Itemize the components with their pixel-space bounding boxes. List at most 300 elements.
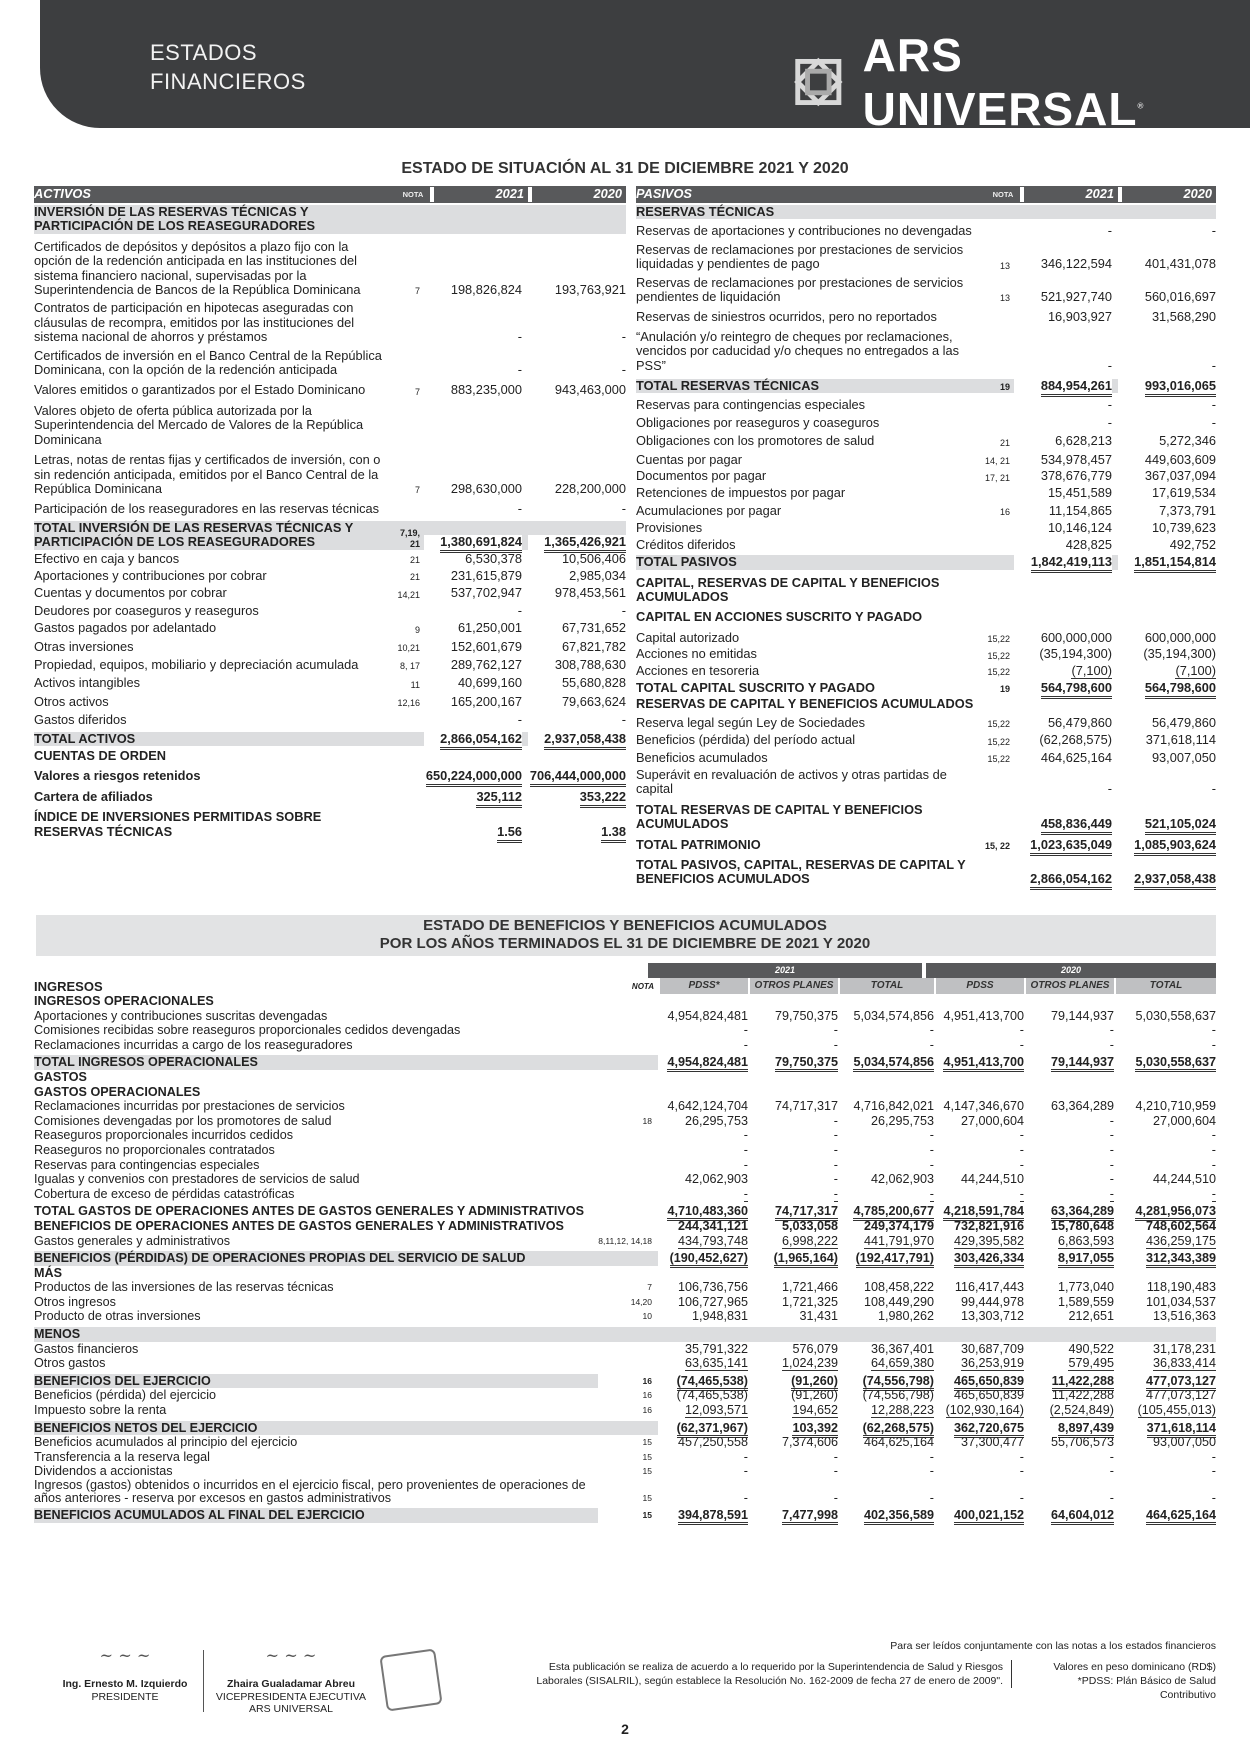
- liabilities-header-label: PASIVOS: [636, 186, 692, 202]
- value-2020: [528, 383, 626, 397]
- income-value: [934, 1309, 1024, 1324]
- income-value: [838, 1099, 934, 1114]
- income-row: [34, 1070, 1216, 1085]
- income-value-text: -: [833, 1037, 838, 1052]
- income-value-text: (62,371,967): [677, 1421, 748, 1438]
- income-value-text: -: [833, 1023, 838, 1038]
- income-value: [748, 1009, 838, 1024]
- balance-row: [636, 379, 1216, 393]
- income-value-text: 5,033,058: [781, 1218, 838, 1233]
- value-2020-text: -: [621, 362, 626, 378]
- income-value: [838, 1114, 934, 1129]
- value-2021: [424, 535, 522, 549]
- income-value-text: 30,687,709: [960, 1341, 1024, 1356]
- income-row: [34, 1356, 1216, 1371]
- balance-row: [636, 469, 1216, 483]
- income-value-text: (91,260): [791, 1374, 838, 1391]
- row-label: TOTAL RESERVAS DE CAPITAL Y BENEFICIOS ACUMULADOS: [636, 801, 923, 832]
- row-label: MENOS: [34, 1327, 81, 1342]
- income-value-text: -: [1211, 1142, 1216, 1157]
- income-row: [34, 1114, 1216, 1129]
- income-value: [1024, 1388, 1114, 1403]
- income-value: [1024, 1204, 1114, 1219]
- income-value-text: 249,374,179: [863, 1218, 934, 1233]
- value-2021: [1014, 416, 1112, 430]
- balance-row: [636, 610, 1216, 624]
- balance-row: [636, 576, 1216, 605]
- income-value: [1114, 1114, 1216, 1129]
- signature-scribble-icon: ~ ~ ~: [99, 1645, 151, 1666]
- value-2020-text: 228,200,000: [554, 480, 626, 496]
- row-label: Igualas y convenios con prestadores de servicios de salud: [34, 1172, 360, 1187]
- balance-row: [636, 224, 1216, 238]
- income-value: [934, 1114, 1024, 1129]
- value-2021-text: 883,235,000: [450, 382, 522, 398]
- income-value: [934, 1492, 1024, 1505]
- income-row: [34, 1327, 1216, 1342]
- income-value-text: 7,374,606: [781, 1435, 838, 1450]
- value-2021-text: 325,112: [476, 789, 522, 808]
- income-value: [658, 1234, 748, 1249]
- value-2020-text: 564,798,600: [1145, 680, 1216, 699]
- income-value-text: 1,589,559: [1057, 1294, 1114, 1309]
- sig1-name: Ing. Ernesto M. Izquierdo: [62, 1678, 188, 1690]
- income-value: [1114, 1421, 1216, 1436]
- income-value-text: 63,635,141: [684, 1356, 748, 1371]
- value-2021: [424, 586, 522, 600]
- value-2021: [1014, 782, 1112, 796]
- value-2021: [424, 569, 522, 583]
- row-label: Otros gastos: [34, 1356, 106, 1371]
- income-value-text: 11,422,288: [1051, 1388, 1114, 1403]
- income-value-text: 106,727,965: [677, 1294, 748, 1309]
- value-2020: [1118, 416, 1216, 430]
- income-value-text: 4,642,124,704: [667, 1099, 748, 1114]
- value-2020: [528, 769, 626, 783]
- income-value: [1024, 1009, 1114, 1024]
- income-value: [1024, 1234, 1114, 1249]
- value-2020: [528, 713, 626, 727]
- income-row: [34, 1023, 1216, 1038]
- value-2020: [1118, 538, 1216, 552]
- value-2021: [1014, 453, 1112, 467]
- row-label: TOTAL PASIVOS, CAPITAL, RESERVAS DE CAPITAL Y BENEFICIOS ACUMULADOS: [636, 857, 966, 887]
- income-value: [658, 1055, 748, 1070]
- income-value-text: (2,524,849): [1049, 1403, 1114, 1418]
- value-2020-text: 943,463,000: [554, 382, 626, 398]
- currency-note: Valores en peso dominicano (RD$): [1053, 1661, 1216, 1673]
- income-value-text: 79,750,375: [775, 1055, 838, 1072]
- row-note: 19: [999, 382, 1010, 393]
- income-value: [748, 1492, 838, 1505]
- value-2020-text: 7,373,791: [1159, 502, 1216, 518]
- income-value-text: 93,007,050: [1152, 1435, 1216, 1450]
- income-value-text: -: [1019, 1023, 1024, 1038]
- income-value-text: 4,710,483,360: [667, 1204, 748, 1221]
- income-value-text: -: [833, 1449, 838, 1464]
- income-value: [934, 1143, 1024, 1158]
- row-label: BENEFICIOS ACUMULADOS AL FINAL DEL EJERCICIO: [34, 1508, 365, 1522]
- income-value: [748, 1251, 838, 1266]
- row-note: 15: [642, 1466, 652, 1477]
- row-label: Otros ingresos: [34, 1294, 116, 1309]
- value-2020-text: -: [1211, 781, 1216, 797]
- income-value: [838, 1450, 934, 1465]
- sig2-role: VICEPRESIDENTA EJECUTIVA: [215, 1690, 367, 1703]
- row-label: Producto de otras inversiones: [34, 1309, 201, 1324]
- income-value-text: -: [1211, 1449, 1216, 1464]
- income-year-header: [34, 963, 1216, 978]
- value-2021: [424, 330, 522, 344]
- income-value-text: 12,093,571: [684, 1403, 748, 1418]
- income-value: [934, 1435, 1024, 1450]
- value-2021-text: 600,000,000: [1040, 629, 1112, 645]
- row-note: 16: [642, 1390, 652, 1401]
- income-value-text: (190,452,627): [670, 1251, 748, 1268]
- value-2021: [424, 502, 522, 516]
- income-value-text: 27,000,604: [1152, 1113, 1216, 1128]
- balance-row: [34, 205, 626, 234]
- row-note: 7: [414, 286, 420, 297]
- income-value: [1024, 1421, 1114, 1436]
- income-value-text: 464,625,164: [1146, 1508, 1216, 1525]
- income-value-text: 4,281,956,073: [1135, 1204, 1216, 1221]
- row-label: Cuentas y documentos por cobrar: [34, 585, 227, 601]
- row-note: 15,22: [987, 666, 1010, 677]
- income-value: [1114, 1009, 1216, 1024]
- row-label: INGRESOS OPERACIONALES: [34, 994, 214, 1008]
- value-2021: [424, 790, 522, 804]
- income-value-text: 79,750,375: [774, 1008, 838, 1023]
- income-value: [1024, 1450, 1114, 1465]
- row-label: TOTAL PASIVOS: [636, 554, 737, 570]
- value-2020: [1118, 486, 1216, 500]
- value-2021-text: 10,146,124: [1047, 520, 1112, 536]
- row-label: TOTAL PATRIMONIO: [636, 836, 761, 852]
- col-otros-2020: OTROS PLANES: [1026, 978, 1114, 994]
- income-row: [34, 1172, 1216, 1187]
- income-value-text: 394,878,591: [678, 1508, 748, 1525]
- balance-row: [636, 504, 1216, 518]
- income-value: [838, 1464, 934, 1479]
- row-label: TOTAL ACTIVOS: [34, 730, 136, 746]
- income-value: [1024, 1374, 1114, 1389]
- row-label: Comisiones devengadas por los promotores de salud: [34, 1113, 332, 1128]
- income-value-text: 64,659,380: [870, 1356, 934, 1371]
- income-value: [1114, 1204, 1216, 1219]
- income-value-text: 36,253,919: [960, 1356, 1024, 1371]
- value-2021: [1014, 434, 1112, 448]
- value-2021: [1014, 631, 1112, 645]
- income-value: [748, 1143, 838, 1158]
- value-2020-text: 993,016,065: [1145, 378, 1216, 397]
- row-label: Productos de las inversiones de las reservas técnicas: [34, 1280, 334, 1295]
- income-value: [934, 1023, 1024, 1038]
- value-2020: [1118, 257, 1216, 271]
- income-value-text: 5,034,574,856: [853, 1008, 934, 1023]
- value-2021: [424, 552, 522, 566]
- value-2020: [1118, 290, 1216, 304]
- value-2021: [1014, 398, 1112, 412]
- income-value: [748, 1204, 838, 1219]
- income-value-text: -: [1211, 1186, 1216, 1201]
- income-value: [1024, 1356, 1114, 1371]
- income-value-text: -: [833, 1157, 838, 1172]
- row-label: Beneficios acumulados al principio del ejercicio: [34, 1435, 298, 1450]
- value-2021-text: 464,625,164: [1040, 749, 1112, 765]
- income-value-text: -: [929, 1464, 934, 1479]
- income-row: [34, 1099, 1216, 1114]
- income-value: [838, 1388, 934, 1403]
- income-value-text: -: [1211, 1037, 1216, 1052]
- value-2021-text: (7,100): [1071, 662, 1112, 678]
- income-value: [934, 1295, 1024, 1310]
- value-2021-text: 1,380,691,824: [440, 534, 522, 553]
- value-2020-text: 17,619,534: [1151, 484, 1216, 500]
- year-header-2021: 2021: [1020, 187, 1118, 201]
- value-2020-text: 371,618,114: [1145, 732, 1216, 748]
- income-value-text: (192,417,791): [856, 1251, 934, 1268]
- value-2020: [528, 363, 626, 377]
- income-value: [658, 1143, 748, 1158]
- row-note: 11: [410, 679, 420, 690]
- balance-row: [636, 631, 1216, 645]
- income-row: [34, 1204, 1216, 1219]
- income-value: [934, 1403, 1024, 1418]
- col-total-2021: TOTAL: [840, 978, 934, 994]
- row-label: Participación de los reaseguradores en las reservas técnicas: [34, 501, 379, 517]
- income-value-text: 1,024,239: [781, 1356, 838, 1371]
- row-note: 15, 22: [984, 841, 1010, 852]
- balance-row: [636, 276, 1216, 305]
- sig1-role: PRESIDENTE: [91, 1690, 159, 1703]
- income-value: [1114, 1388, 1216, 1403]
- income-value-text: 1,980,262: [877, 1309, 934, 1324]
- value-2021-text: 2,866,054,162: [440, 731, 522, 750]
- row-label: Retenciones de impuestos por pagar: [636, 484, 846, 500]
- balance-row: [636, 434, 1216, 448]
- value-2021: [1014, 751, 1112, 765]
- income-value: [748, 1187, 838, 1202]
- row-note: 15: [642, 1451, 652, 1462]
- row-note: 15: [642, 1493, 652, 1503]
- income-value: [658, 1251, 748, 1266]
- row-label: Beneficios (pérdida) del ejercicio: [34, 1388, 217, 1403]
- income-row: [34, 1187, 1216, 1202]
- income-value-text: -: [1211, 1023, 1216, 1038]
- income-value: [1114, 1374, 1216, 1389]
- row-label: Reservas de reclamaciones por prestaciones de servicios pendientes de liquidación: [636, 274, 964, 305]
- value-2020-text: 1,851,154,814: [1134, 554, 1216, 573]
- value-2020-text: 978,453,561: [554, 585, 626, 601]
- value-2021-text: 231,615,879: [450, 567, 522, 583]
- income-value-text: 79,144,937: [1050, 1008, 1114, 1023]
- income-value-text: 11,422,288: [1052, 1374, 1114, 1391]
- value-2020-text: 67,821,782: [561, 638, 626, 654]
- income-value: [838, 1374, 934, 1389]
- footer-currency-box: [1020, 1660, 1216, 1702]
- value-2020: [1118, 398, 1216, 412]
- value-2021: [1014, 681, 1112, 695]
- income-value: [658, 1492, 748, 1505]
- income-value: [658, 1356, 748, 1371]
- income-value-text: -: [833, 1464, 838, 1479]
- liabilities-column: [636, 186, 1216, 887]
- value-2020-text: 10,739,623: [1151, 520, 1216, 536]
- signature-vp: [206, 1645, 376, 1716]
- value-2020-text: -: [1211, 397, 1216, 413]
- balance-row: [34, 621, 626, 635]
- value-2021-text: 1.56: [497, 824, 522, 843]
- income-value-text: 79,144,937: [1051, 1055, 1114, 1072]
- income-value-text: 429,395,582: [953, 1233, 1024, 1248]
- value-2020: [1118, 681, 1216, 695]
- income-row: [34, 1374, 1216, 1389]
- income-value-text: 42,062,903: [684, 1172, 748, 1187]
- value-2020: [1118, 521, 1216, 535]
- balance-row: [34, 552, 626, 566]
- value-2020-text: -: [621, 501, 626, 517]
- income-value: [934, 1038, 1024, 1053]
- income-value: [1114, 1450, 1216, 1465]
- income-value: [1114, 1295, 1216, 1310]
- balance-row: [34, 453, 626, 496]
- value-2021-text: 165,200,167: [450, 693, 522, 709]
- row-note: 15,22: [987, 719, 1010, 730]
- value-2021-text: 6,628,213: [1055, 433, 1112, 449]
- value-2020: [1118, 379, 1216, 393]
- value-2021: [424, 604, 522, 618]
- balance-row: [636, 243, 1216, 272]
- value-2021: [1014, 224, 1112, 238]
- income-value-text: 55,706,573: [1050, 1435, 1114, 1450]
- value-2020-text: -: [1211, 414, 1216, 430]
- balance-row: [34, 658, 626, 672]
- income-value: [658, 1023, 748, 1038]
- col-pdss-2021: PDSS*: [660, 978, 748, 994]
- header-banner: [40, 0, 1250, 135]
- income-row: [34, 1143, 1216, 1158]
- income-value-text: 108,449,290: [863, 1294, 934, 1309]
- value-2021-text: 458,836,449: [1041, 816, 1112, 835]
- income-row: [34, 1309, 1216, 1324]
- row-label: Documentos por pagar: [636, 468, 767, 484]
- balance-row: [34, 404, 626, 447]
- value-2021: [424, 658, 522, 672]
- row-label: GASTOS OPERACIONALES: [34, 1084, 201, 1099]
- income-value: [838, 1295, 934, 1310]
- income-value: [748, 1450, 838, 1465]
- value-2020-text: (35,194,300): [1143, 646, 1216, 662]
- value-2021-text: -: [1107, 223, 1112, 239]
- brand-name: ARS UNIVERSAL®: [862, 29, 1145, 135]
- row-label: Activos intangibles: [34, 675, 140, 691]
- income-value: [658, 1158, 748, 1173]
- income-value-text: 362,720,675: [954, 1421, 1024, 1438]
- value-2021-text: 152,601,679: [450, 638, 522, 654]
- income-value: [838, 1280, 934, 1295]
- value-2020-text: 2,937,058,438: [1134, 871, 1216, 890]
- row-label: Otros activos: [34, 693, 109, 709]
- balance-row: [636, 803, 1216, 832]
- value-2020: [1118, 504, 1216, 518]
- footer-publication: Esta publicación se realiza de acuerdo a lo requerido por la Superintendencia de Salud y Riesgos Laborales (SISALRIL), según establece la Resolución No. 162-2009 de fecha 27 de enero de 2009".: [530, 1660, 1012, 1688]
- income-row: [34, 1158, 1216, 1173]
- row-label: Reserva legal según Ley de Sociedades: [636, 714, 866, 730]
- row-note: 13: [999, 260, 1010, 271]
- value-2020: [1118, 838, 1216, 852]
- value-2021: [1014, 716, 1112, 730]
- income-value-text: (91,260): [791, 1388, 838, 1403]
- value-2020: [1118, 782, 1216, 796]
- income-value: [748, 1435, 838, 1450]
- income-row: [34, 1009, 1216, 1024]
- income-value-text: 27,000,604: [960, 1113, 1024, 1128]
- value-2021-text: -: [1107, 397, 1112, 413]
- income-value-text: 434,793,748: [677, 1233, 748, 1248]
- sig2-org: ARS UNIVERSAL: [248, 1703, 334, 1715]
- income-value-text: 1,773,040: [1057, 1280, 1114, 1295]
- income-value-text: (74,556,798): [863, 1374, 934, 1391]
- income-value-text: -: [929, 1157, 934, 1172]
- value-2021: [1014, 664, 1112, 678]
- income-value-text: -: [743, 1186, 748, 1201]
- row-label: Reclamaciones incurridas por prestaciones de servicios: [34, 1099, 345, 1114]
- income-value: [658, 1099, 748, 1114]
- row-label: BENEFICIOS DE OPERACIONES ANTES DE GASTOS GENERALES Y ADMINISTRATIVOS: [34, 1218, 564, 1233]
- value-2020: [1118, 434, 1216, 448]
- value-2021: [1014, 290, 1112, 304]
- income-value: [934, 1158, 1024, 1173]
- row-note: 7,19, 21: [399, 527, 420, 549]
- row-label: Acciones en tesoreria: [636, 662, 760, 678]
- income-value: [934, 1388, 1024, 1403]
- income-row: [34, 1055, 1216, 1070]
- income-value: [1024, 1280, 1114, 1295]
- balance-row: [636, 310, 1216, 324]
- value-2021: [1014, 359, 1112, 373]
- row-label: Cartera de afiliados: [34, 788, 153, 804]
- value-2020-text: 560,016,697: [1144, 289, 1216, 305]
- income-value-text: 5,030,558,637: [1135, 1008, 1216, 1023]
- income-value: [838, 1055, 934, 1070]
- income-rows: [34, 994, 1216, 1523]
- income-value-text: -: [1109, 1491, 1114, 1505]
- value-2020: [528, 658, 626, 672]
- value-2020: [528, 825, 626, 839]
- row-label: Efectivo en caja y bancos: [34, 550, 180, 566]
- income-value-text: 212,651: [1068, 1309, 1114, 1324]
- value-2021: [424, 732, 522, 746]
- row-note: 8, 17: [399, 661, 420, 672]
- income-value: [748, 1342, 838, 1357]
- balance-row: [636, 538, 1216, 552]
- year-2021-band: 2021: [648, 963, 922, 978]
- balance-title: ESTADO DE SITUACIÓN AL 31 DE DICIEMBRE 2021 Y 2020: [401, 160, 849, 177]
- row-label: Valores a riesgos retenidos: [34, 768, 201, 784]
- income-value-text: (62,268,575): [863, 1421, 934, 1438]
- value-2021-text: 56,479,860: [1047, 714, 1112, 730]
- value-2020: [528, 535, 626, 549]
- income-value-text: 4,954,824,481: [667, 1055, 748, 1072]
- row-label: Reservas de siniestros ocurridos, pero no reportados: [636, 309, 937, 325]
- year-header-2020: 2020: [1118, 187, 1216, 201]
- income-value: [1114, 1309, 1216, 1324]
- income-value: [838, 1158, 934, 1173]
- value-2020: [528, 732, 626, 746]
- income-value-text: 44,244,510: [1152, 1172, 1216, 1187]
- value-2021-text: 298,630,000: [450, 480, 522, 496]
